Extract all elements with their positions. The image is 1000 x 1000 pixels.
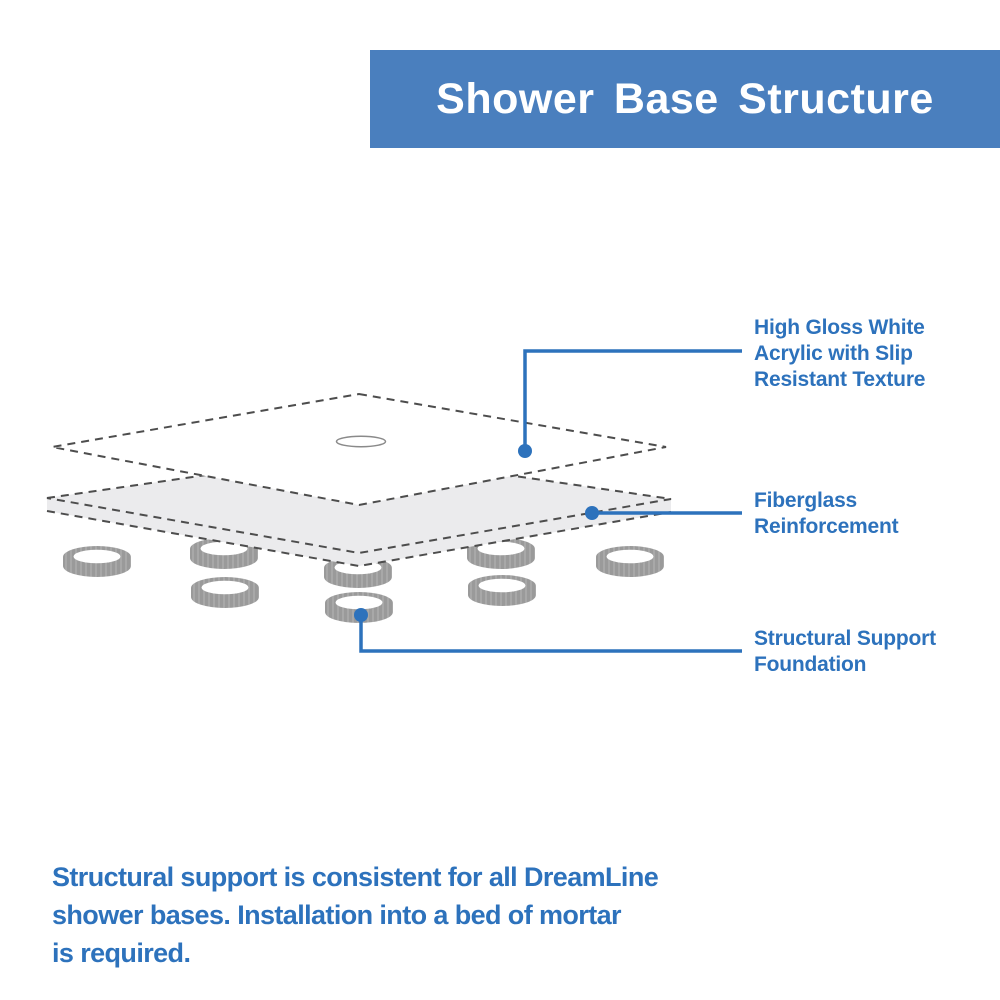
connector-acrylic-dot bbox=[518, 444, 532, 458]
drain-ellipse bbox=[337, 436, 386, 446]
connector-foundation-dot bbox=[354, 608, 368, 622]
footnote-line: Structural support is consistent for all DreamLine bbox=[52, 862, 659, 892]
label-line: Acrylic with Slip bbox=[754, 342, 913, 365]
support-ring bbox=[63, 546, 131, 577]
label-line: Foundation bbox=[754, 653, 867, 676]
footnote-text bbox=[52, 858, 658, 972]
label-line: Reinforcement bbox=[754, 515, 899, 538]
support-ring bbox=[468, 575, 536, 606]
connector-fiberglass-dot bbox=[585, 506, 599, 520]
footnote-line: shower bases. Installation into a bed of mortar bbox=[52, 900, 621, 930]
connector-foundation bbox=[361, 615, 742, 651]
label-foundation bbox=[754, 626, 936, 678]
label-line: High Gloss White bbox=[754, 316, 925, 339]
page-title: Shower Base Structure bbox=[436, 74, 934, 123]
label-line: Resistant Texture bbox=[754, 368, 926, 391]
label-fiberglass bbox=[754, 488, 898, 540]
support-ring bbox=[191, 577, 259, 608]
support-ring bbox=[596, 546, 664, 577]
footnote-line: is required. bbox=[52, 938, 191, 968]
label-line: Structural Support bbox=[754, 627, 936, 650]
label-acrylic bbox=[754, 315, 925, 393]
label-line: Fiberglass bbox=[754, 489, 858, 512]
